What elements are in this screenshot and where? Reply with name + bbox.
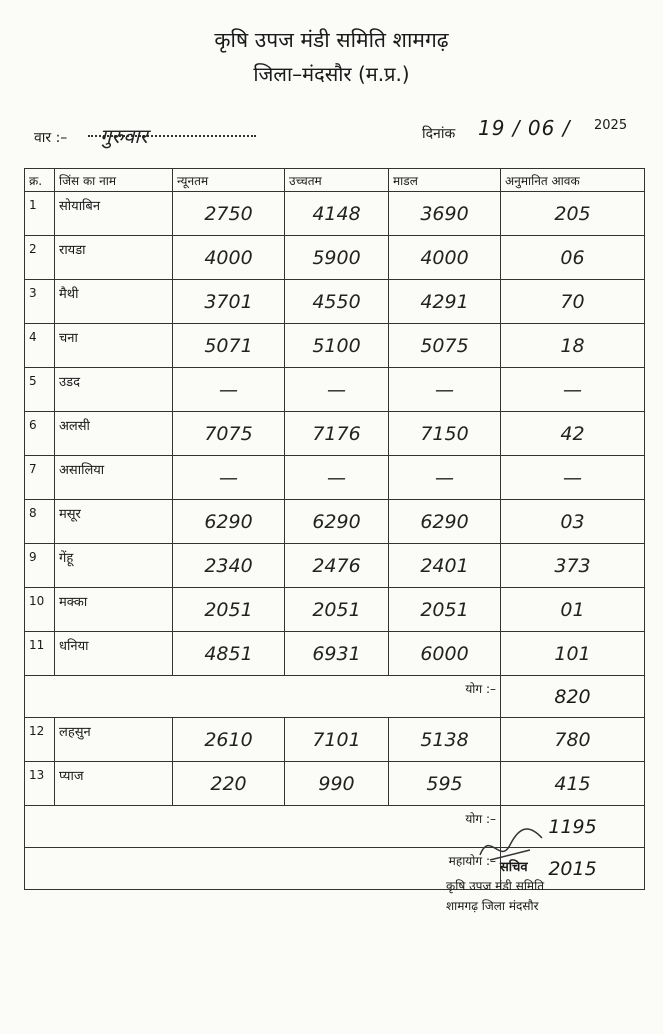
row-arrival: 205 bbox=[501, 192, 645, 236]
table-row bbox=[25, 236, 645, 280]
row-arrival: 03 bbox=[501, 500, 645, 544]
row-model-price: 2051 bbox=[389, 588, 501, 632]
row-arrival: 101 bbox=[501, 632, 645, 676]
signature-location: शामगढ़ जिला मंदसौर bbox=[446, 899, 539, 913]
signature-title: सचिव bbox=[500, 860, 528, 875]
subtotal-value-2: 1195 bbox=[501, 806, 645, 848]
row-crop-name: मैथी bbox=[55, 280, 173, 324]
row-arrival: 06 bbox=[501, 236, 645, 280]
row-min-price: 7075 bbox=[173, 412, 285, 456]
row-serial: 13 bbox=[25, 762, 55, 806]
table-row bbox=[25, 718, 645, 762]
col-header-sno: क्र. bbox=[25, 169, 55, 192]
row-max-price: 5900 bbox=[285, 236, 389, 280]
date-value: 19 / 06 / bbox=[478, 116, 571, 140]
row-model-price: 4291 bbox=[389, 280, 501, 324]
row-max-price: 7101 bbox=[285, 718, 389, 762]
row-serial: 7 bbox=[25, 456, 55, 500]
table-row bbox=[25, 324, 645, 368]
row-serial: 11 bbox=[25, 632, 55, 676]
row-min-price: 2610 bbox=[173, 718, 285, 762]
table-row bbox=[25, 500, 645, 544]
table-row bbox=[25, 368, 645, 412]
row-model-price: 595 bbox=[389, 762, 501, 806]
grand-total-row bbox=[25, 848, 645, 890]
row-model-price: 2401 bbox=[389, 544, 501, 588]
row-max-price: — bbox=[285, 456, 389, 500]
grand-total-label: महायोग :– bbox=[25, 848, 501, 890]
col-header-crop: जिंस का नाम bbox=[55, 169, 173, 192]
row-model-price: 6290 bbox=[389, 500, 501, 544]
table-row bbox=[25, 456, 645, 500]
row-arrival: 373 bbox=[501, 544, 645, 588]
row-arrival: 780 bbox=[501, 718, 645, 762]
row-model-price: 3690 bbox=[389, 192, 501, 236]
date-year: 2025 bbox=[594, 118, 628, 133]
row-max-price: 6931 bbox=[285, 632, 389, 676]
subtotal-row-2 bbox=[25, 806, 645, 848]
row-model-price: — bbox=[389, 368, 501, 412]
row-serial: 3 bbox=[25, 280, 55, 324]
row-serial: 1 bbox=[25, 192, 55, 236]
date-label: दिनांक bbox=[422, 126, 456, 142]
row-arrival: — bbox=[501, 368, 645, 412]
row-max-price: 6290 bbox=[285, 500, 389, 544]
row-max-price: 2051 bbox=[285, 588, 389, 632]
row-min-price: 6290 bbox=[173, 500, 285, 544]
subtotal-row-1 bbox=[25, 676, 645, 718]
row-crop-name: प्याज bbox=[55, 762, 173, 806]
row-max-price: 4148 bbox=[285, 192, 389, 236]
subtotal-label-2: योग :– bbox=[25, 806, 501, 848]
row-arrival: 415 bbox=[501, 762, 645, 806]
subtotal-value-1: 820 bbox=[501, 676, 645, 718]
row-min-price: 4851 bbox=[173, 632, 285, 676]
row-arrival: 70 bbox=[501, 280, 645, 324]
document-subtitle: जिला–मंदसौर (म.प्र.) bbox=[253, 62, 410, 86]
row-crop-name: मक्का bbox=[55, 588, 173, 632]
row-serial: 8 bbox=[25, 500, 55, 544]
table-header-row bbox=[25, 169, 645, 192]
row-min-price: — bbox=[173, 456, 285, 500]
grand-total-value: 2015 bbox=[501, 848, 645, 890]
row-max-price: 990 bbox=[285, 762, 389, 806]
row-serial: 5 bbox=[25, 368, 55, 412]
row-serial: 6 bbox=[25, 412, 55, 456]
row-serial: 2 bbox=[25, 236, 55, 280]
row-min-price: 220 bbox=[173, 762, 285, 806]
rows-group-1 bbox=[25, 192, 645, 676]
row-serial: 4 bbox=[25, 324, 55, 368]
row-max-price: — bbox=[285, 368, 389, 412]
table-row bbox=[25, 192, 645, 236]
table-row bbox=[25, 280, 645, 324]
row-crop-name: चना bbox=[55, 324, 173, 368]
day-value: गुरुवार bbox=[100, 124, 148, 148]
row-crop-name: सोयाबिन bbox=[55, 192, 173, 236]
table-row bbox=[25, 588, 645, 632]
day-label: वार :– bbox=[34, 130, 68, 146]
col-header-model: माडल bbox=[389, 169, 501, 192]
row-max-price: 5100 bbox=[285, 324, 389, 368]
row-model-price: 5075 bbox=[389, 324, 501, 368]
table-row bbox=[25, 632, 645, 676]
row-model-price: — bbox=[389, 456, 501, 500]
row-min-price: 3701 bbox=[173, 280, 285, 324]
row-model-price: 6000 bbox=[389, 632, 501, 676]
table-row bbox=[25, 412, 645, 456]
table-row bbox=[25, 544, 645, 588]
row-model-price: 4000 bbox=[389, 236, 501, 280]
row-min-price: — bbox=[173, 368, 285, 412]
table-row bbox=[25, 762, 645, 806]
row-arrival: — bbox=[501, 456, 645, 500]
row-arrival: 18 bbox=[501, 324, 645, 368]
document-title: कृषि उपज मंडी समिति शामगढ़ bbox=[214, 28, 449, 52]
row-model-price: 7150 bbox=[389, 412, 501, 456]
row-crop-name: मसूर bbox=[55, 500, 173, 544]
rates-table bbox=[24, 168, 645, 890]
row-crop-name: असालिया bbox=[55, 456, 173, 500]
subtotal-label-1: योग :– bbox=[25, 676, 501, 718]
col-header-arrival: अनुमानित आवक bbox=[501, 169, 645, 192]
row-crop-name: उडद bbox=[55, 368, 173, 412]
col-header-min: न्यूनतम bbox=[173, 169, 285, 192]
row-arrival: 01 bbox=[501, 588, 645, 632]
row-min-price: 2750 bbox=[173, 192, 285, 236]
row-model-price: 5138 bbox=[389, 718, 501, 762]
row-min-price: 2051 bbox=[173, 588, 285, 632]
row-min-price: 2340 bbox=[173, 544, 285, 588]
row-max-price: 4550 bbox=[285, 280, 389, 324]
signature-org: कृषि उपज मंडी समिति bbox=[446, 879, 545, 893]
row-max-price: 7176 bbox=[285, 412, 389, 456]
col-header-max: उच्चतम bbox=[285, 169, 389, 192]
row-crop-name: अलसी bbox=[55, 412, 173, 456]
row-crop-name: गेंहू bbox=[55, 544, 173, 588]
row-crop-name: लहसुन bbox=[55, 718, 173, 762]
row-serial: 12 bbox=[25, 718, 55, 762]
row-arrival: 42 bbox=[501, 412, 645, 456]
row-max-price: 2476 bbox=[285, 544, 389, 588]
row-crop-name: रायडा bbox=[55, 236, 173, 280]
rows-group-2 bbox=[25, 718, 645, 806]
row-crop-name: धनिया bbox=[55, 632, 173, 676]
row-min-price: 5071 bbox=[173, 324, 285, 368]
row-min-price: 4000 bbox=[173, 236, 285, 280]
row-serial: 9 bbox=[25, 544, 55, 588]
row-serial: 10 bbox=[25, 588, 55, 632]
